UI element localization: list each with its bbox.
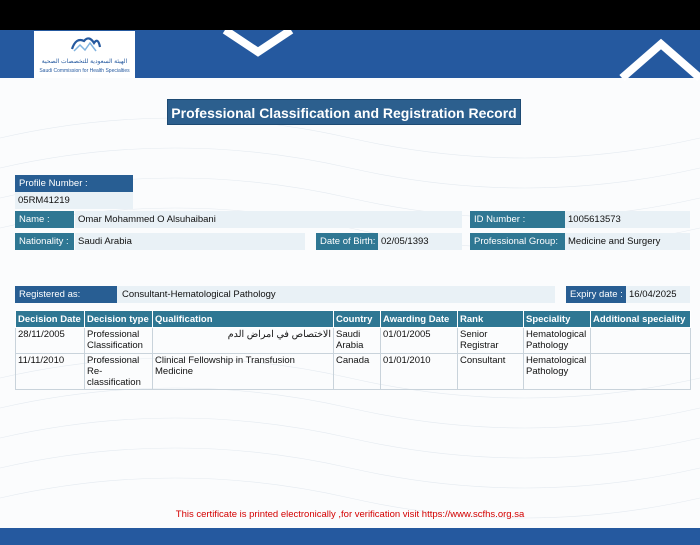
table-row	[16, 354, 691, 390]
cell-additional-speciality	[591, 328, 691, 354]
logo-mark-icon	[34, 31, 135, 59]
cell-decision-type: Professional Re-classification	[85, 354, 153, 390]
profile-number-label: Profile Number :	[15, 175, 133, 192]
cell-rank: Consultant	[458, 354, 524, 390]
verification-note: This certificate is printed electronically ,for verification visit https://www.scfhs.org.sa	[175, 509, 525, 520]
col-header-speciality: Speciality	[524, 311, 591, 328]
table-header-row	[16, 311, 691, 328]
id-number-value: 1005613573	[565, 211, 690, 228]
col-header-country: Country	[334, 311, 381, 328]
professional-group-label: Professional Group:	[470, 233, 565, 250]
id-number-label: ID Number :	[470, 211, 565, 228]
registered-as-value: Consultant-Hematological Pathology	[117, 286, 555, 303]
table-row	[16, 328, 691, 354]
col-header-decision-type: Decision type	[85, 311, 153, 328]
nationality-value: Saudi Arabia	[75, 233, 305, 250]
name-value: Omar Mohammed O Alsuhaibani	[75, 211, 462, 228]
cell-awarding-date: 01/01/2010	[381, 354, 458, 390]
qualifications-table	[15, 310, 691, 390]
cell-country: Saudi Arabia	[334, 328, 381, 354]
cell-speciality: Hematological Pathology	[524, 328, 591, 354]
cell-additional-speciality	[591, 354, 691, 390]
professional-group-value: Medicine and Surgery	[565, 233, 690, 250]
expiry-date-label: Expiry date :	[566, 286, 626, 303]
cell-qualification: الاختصاص في امراض الدم	[153, 328, 334, 354]
cell-country: Canada	[334, 354, 381, 390]
page-title: Professional Classification and Registration Record	[167, 99, 521, 125]
cell-awarding-date: 01/01/2005	[381, 328, 458, 354]
dob-label: Date of Birth:	[316, 233, 378, 250]
col-header-decision-date: Decision Date	[16, 311, 85, 328]
dob-value: 02/05/1393	[378, 233, 462, 250]
profile-number-value: 05RM41219	[15, 192, 133, 209]
expiry-date-value: 16/04/2025	[626, 286, 690, 303]
cell-rank: Senior Registrar	[458, 328, 524, 354]
guilloche-watermark	[0, 78, 700, 528]
col-header-qualification: Qualification	[153, 311, 334, 328]
col-header-rank: Rank	[458, 311, 524, 328]
logo-english-text: Saudi Commission for Health Specialties	[39, 68, 130, 74]
scfhs-logo	[34, 31, 135, 78]
cell-decision-date: 28/11/2005	[16, 328, 85, 354]
footer-band	[0, 528, 700, 545]
nationality-label: Nationality :	[15, 233, 74, 250]
col-header-awarding-date: Awarding Date	[381, 311, 458, 328]
col-header-additional-speciality: Additional speciality	[591, 311, 691, 328]
registered-as-label: Registered as:	[15, 286, 117, 303]
cell-decision-date: 11/11/2010	[16, 354, 85, 390]
cell-speciality: Hematological Pathology	[524, 354, 591, 390]
logo-arabic-text: الهيئة السعودية للتخصصات الصحية	[41, 59, 128, 65]
cell-decision-type: Professional Classification	[85, 328, 153, 354]
certificate-page	[0, 30, 700, 545]
cell-qualification: Clinical Fellowship in Transfusion Medicine	[153, 354, 334, 390]
name-label: Name :	[15, 211, 74, 228]
